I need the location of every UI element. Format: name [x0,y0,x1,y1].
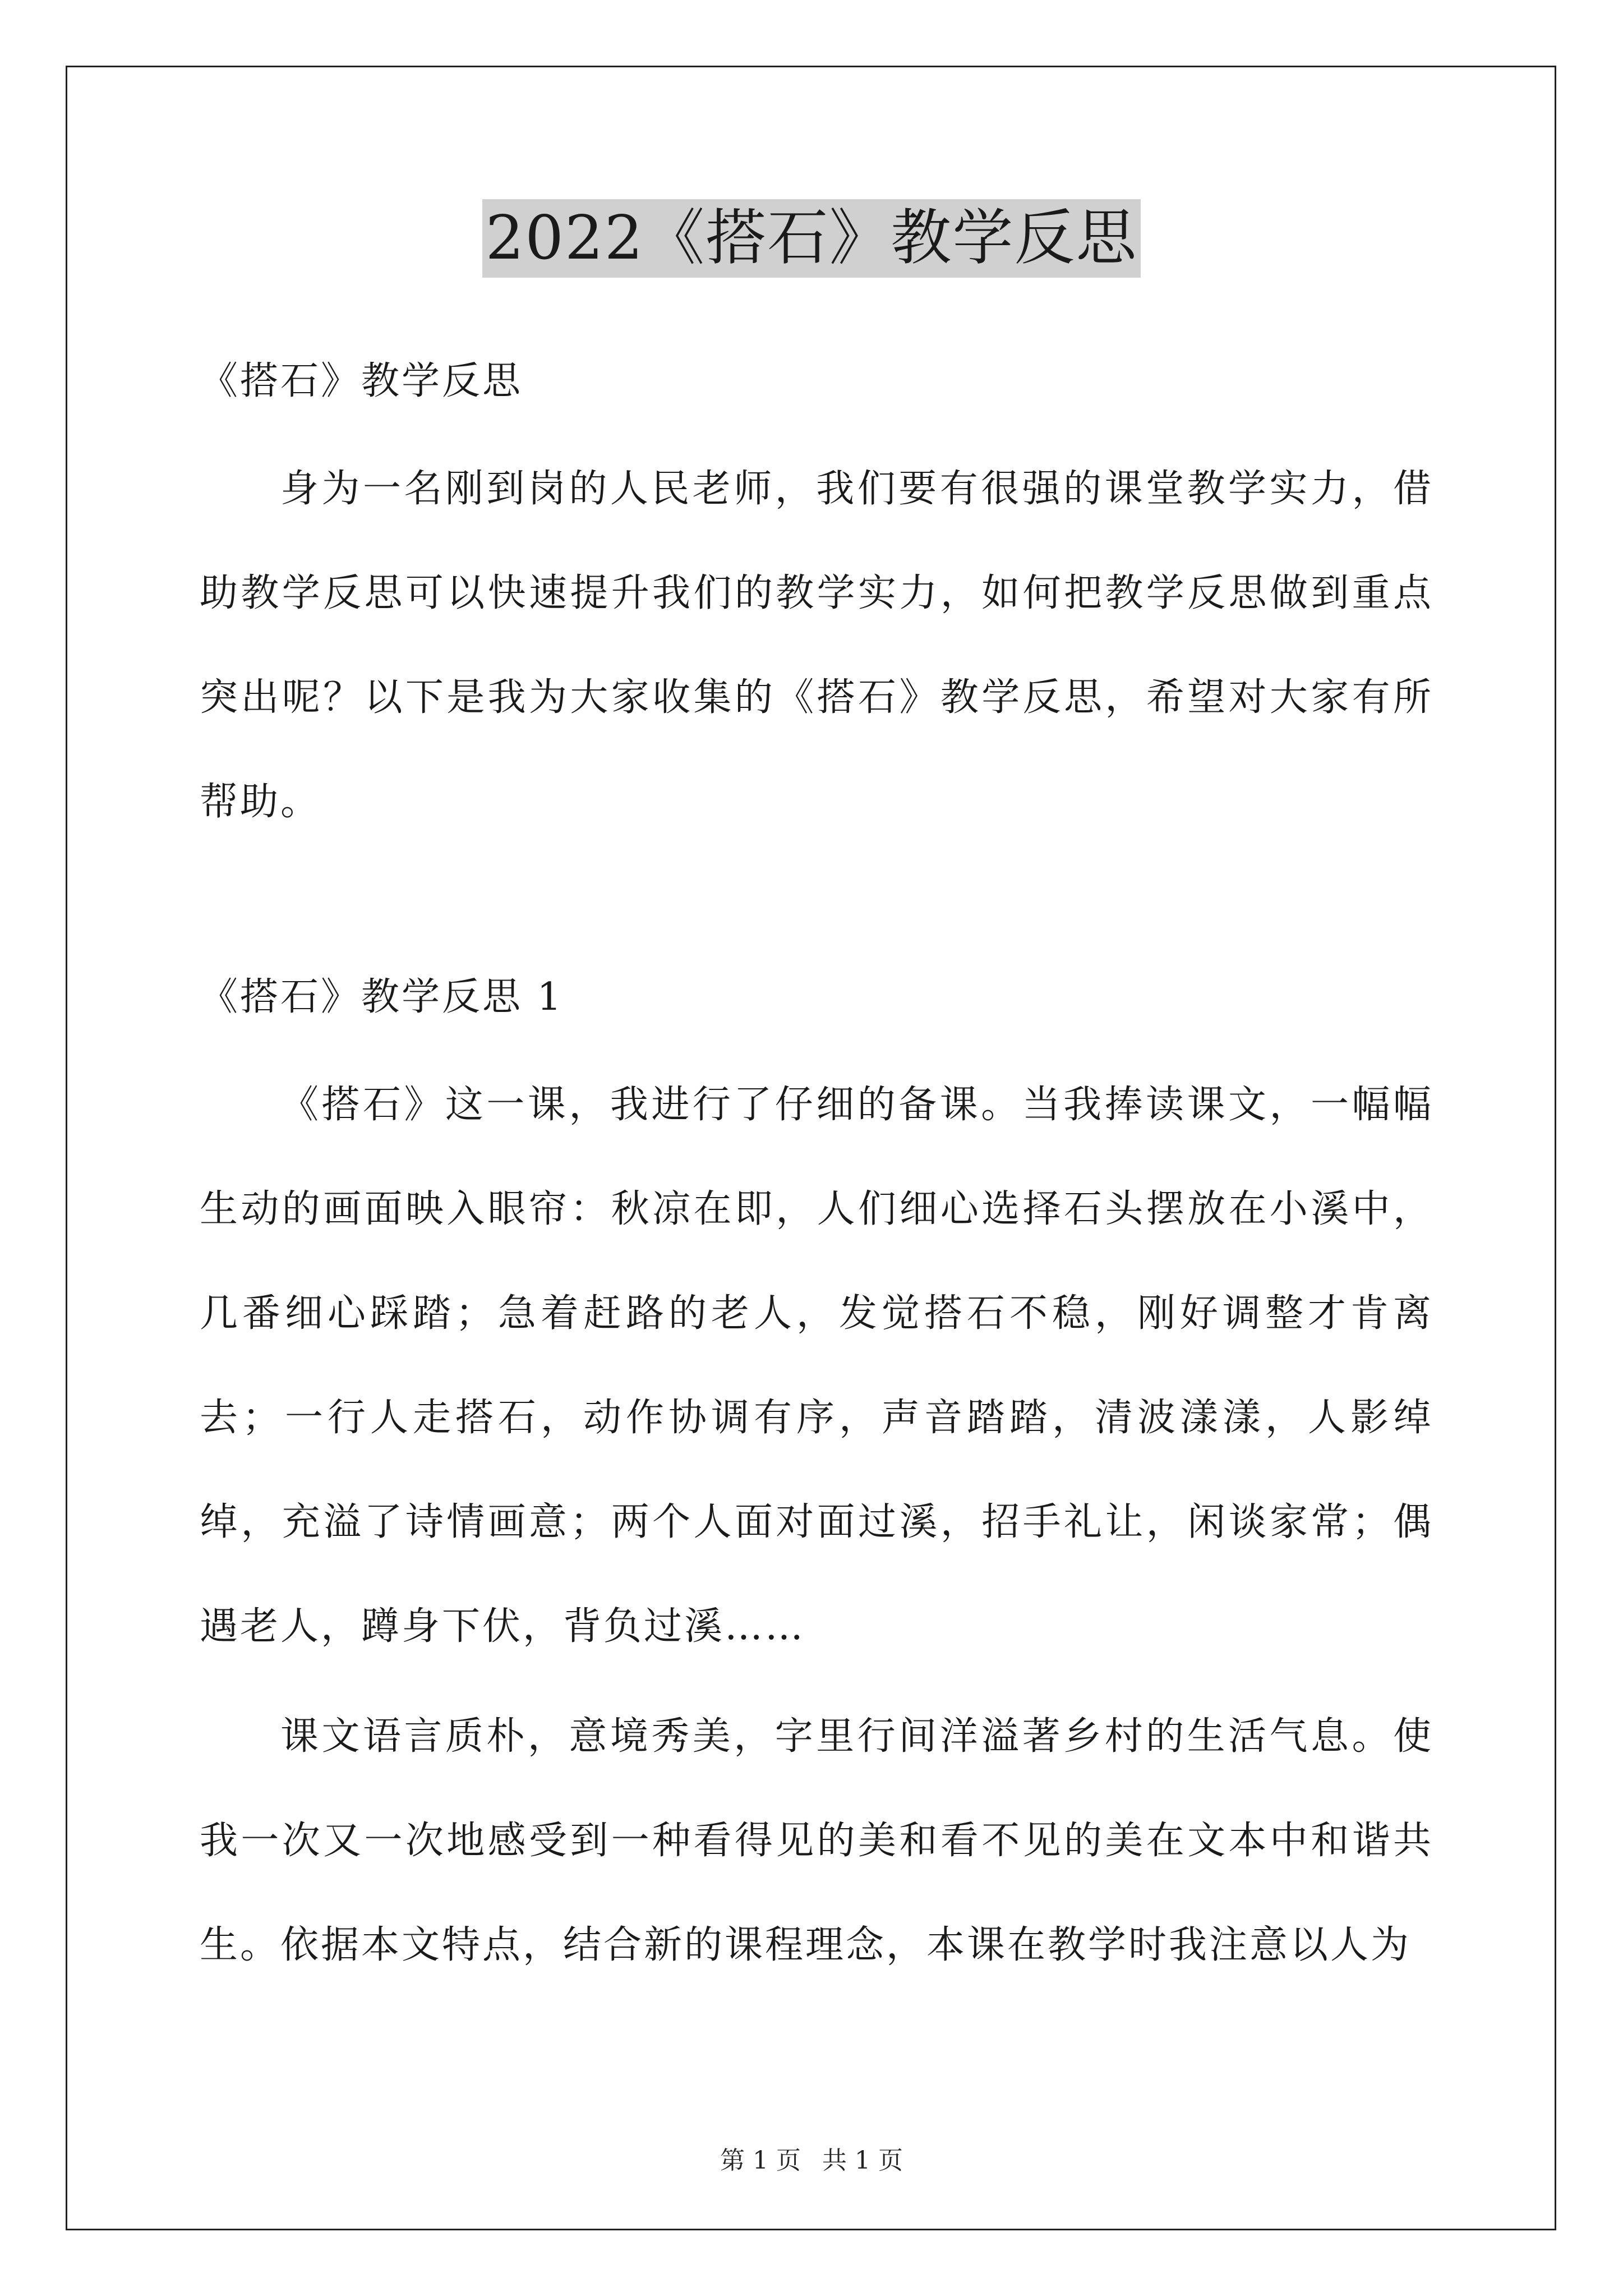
document-body [200,345,1433,1998]
document-title: 2022《搭石》教学反思 [482,199,1141,278]
page-total: 共 1 页 [822,2146,903,2175]
section-heading: 《搭石》教学反思 [200,359,523,403]
paragraph: 身为一名刚到岗的人民老师，我们要有很强的课堂教学实力，借助教学反思可以快速提升我们的教学实力，如何把教学反思做到重点突出呢？以下是我为大家收集的《搭石》教学反思，希望对大家有所帮助。 [200,467,1433,824]
page-number: 第 1 页 [720,2146,801,2175]
page-footer [0,2140,1623,2176]
section-heading: 《搭石》教学反思 1 [200,975,564,1019]
paragraph: 课文语言质朴，意境秀美，字里行间洋溢著乡村的生活气息。使我一次又一次地感受到一种看得见的美和看不见的美在文本中和谐共生。依据本文特点，结合新的课程理念，本课在教学时我注意以人为 [200,1714,1433,1967]
paragraph: 《搭石》这一课，我进行了仔细的备课。当我捧读课文，一幅幅生动的画面映入眼帘：秋凉在即，人们细心选择石头摆放在小溪中，几番细心踩踏；急着赶路的老人，发觉搭石不稳，刚好调整才肯离去；一行人走搭石，动作协调有序，声音踏踏，清波漾漾，人影绰绰，充溢了诗情画意；两个人面对面过溪，招手礼让，闲谈家常；偶遇老人，蹲身下伏，背负过溪…… [200,1083,1433,1649]
title-wrap [0,199,1623,278]
